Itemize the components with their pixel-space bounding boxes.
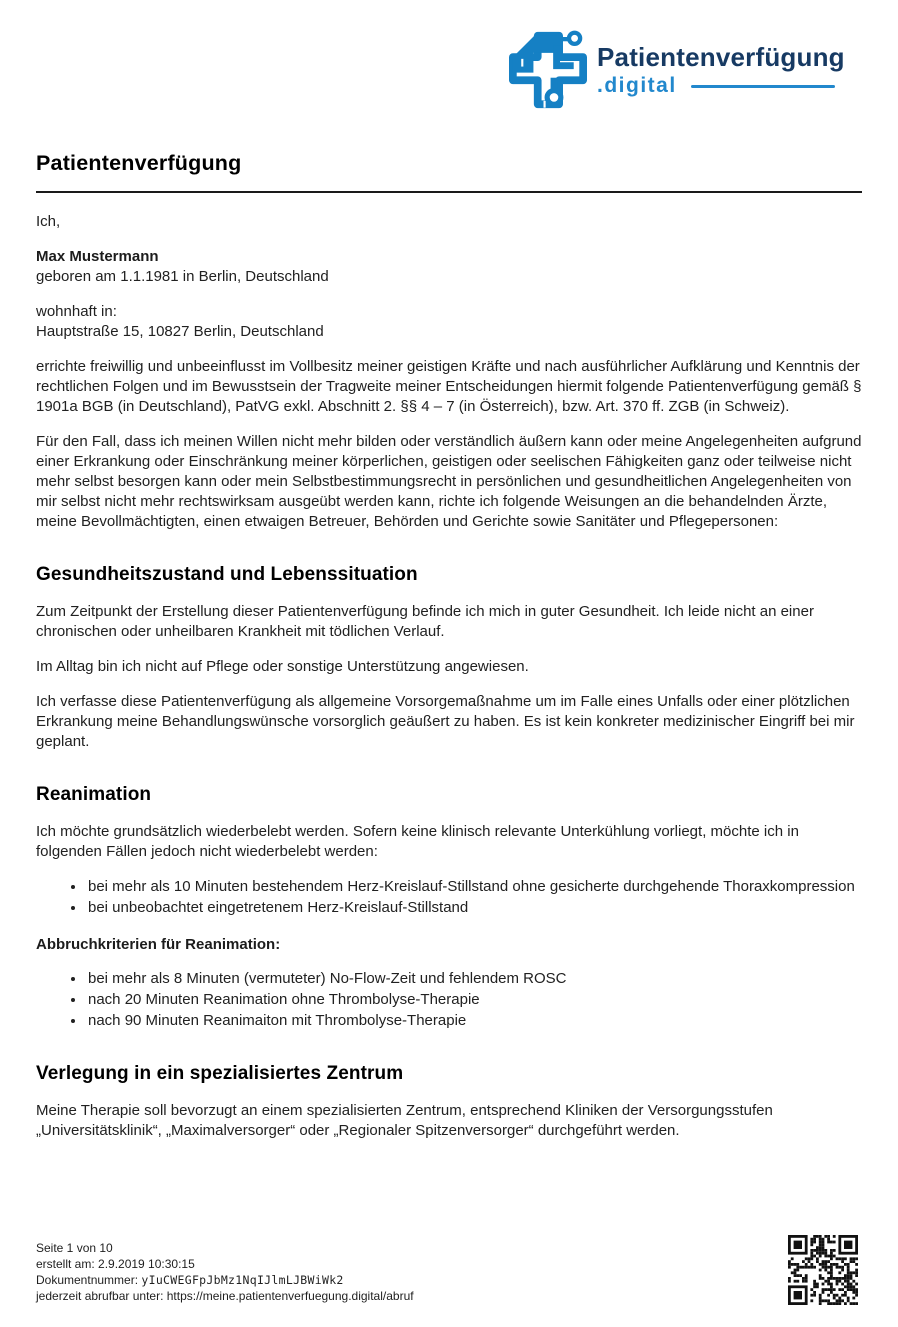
- declaration-paragraph: errichte freiwillig und unbeeinflusst im Vollbesitz meiner geistigen Kräfte und nach ausführlicher Aufklärung und Kenntnis der rechtlichen Folgen und im Bewusstsein der Tragweite meiner Entscheidungen hiermit folgende Patientenverfügung gemäß § 1901a BGB (in Deutschland), PatVG exkl. Abschnitt 2. §§ 4 – 7 (in Österreich), bzw. Art. 370 ff. ZGB (in Schweiz).: [36, 358, 862, 415]
- patient-address: Hauptstraße 15, 10827 Berlin, Deutschland: [36, 323, 324, 340]
- intro-salutation: Ich,: [36, 213, 61, 230]
- qr-code: [788, 1235, 858, 1305]
- paragraph: Meine Therapie soll bevorzugt an einem spezialisierten Zentrum, entsprechend Kliniken der Versorgungsstufen „Universitätsklinik“, „Maximalversorger“ oder „Regionaler Spitzenversorger“ durchgeführt werden.: [36, 1102, 773, 1139]
- bullet-list: [36, 969, 862, 1031]
- list-item: • nach 20 Minuten Reanimation ohne Thrombolyse-Therapie: [86, 990, 862, 1010]
- residence-label: wohnhaft in:: [36, 303, 117, 320]
- section-heading-reanimation: Reanimation: [36, 784, 152, 805]
- paragraph: Zum Zeitpunkt der Erstellung dieser Patientenverfügung befinde ich mich in guter Gesundheit. Ich leide nicht an einer chronischen oder unheilbaren Krankheit mit tödlichen Verlauf.: [36, 603, 814, 640]
- bullet-list: [36, 877, 862, 918]
- scope-paragraph: Für den Fall, dass ich meinen Willen nicht mehr bilden oder verständlich äußern kann oder meine Angelegenheiten aufgrund einer Erkrankung oder Einschränkung meiner körperlichen, geistigen oder seelischen Fähigkeiten ganz oder teilweise nicht mehr selbst besorgen kann oder mein Selbstbestimmungsrecht in persönlichen und gesundheitlichen Angelegenheiten von mir selbst nicht mehr rechtswirksam ausgeübt werden kann, richte ich folgende Weisungen an die behandelnden Ärzte, meine Bevollmächtigten, einen etwaigen Betreuer, Behörden und Gerichte sowie Sanitäter und Pflegepersonen:: [36, 433, 862, 530]
- list-item: • bei mehr als 8 Minuten (vermuteter) No-Flow-Zeit und fehlendem ROSC: [86, 969, 862, 989]
- retrieval-url: jederzeit abrufbar unter: https://meine.patientenverfuegung.digital/abruf: [36, 1289, 414, 1303]
- paragraph: Im Alltag bin ich nicht auf Pflege oder sonstige Unterstützung angewiesen.: [36, 658, 529, 675]
- patient-identity: [36, 247, 862, 287]
- paragraph: Ich möchte grundsätzlich wiederbelebt werden. Sofern keine klinisch relevante Unterkühlung vorliegt, möchte ich in folgenden Fällen jedoch nicht wiederbelebt werden:: [36, 823, 799, 860]
- patient-name: Max Mustermann: [36, 248, 159, 265]
- section-heading-gesundheitszustand: Gesundheitszustand und Lebenssituation: [36, 564, 418, 585]
- footer: [36, 1240, 414, 1304]
- patient-birth: geboren am 1.1.1981 in Berlin, Deutschland: [36, 268, 329, 285]
- title-divider: [36, 191, 862, 193]
- created-at: erstellt am: 2.9.2019 10:30:15: [36, 1257, 195, 1271]
- subheading-abbruchkriterien: Abbruchkriterien für Reanimation:: [36, 936, 281, 953]
- list-item: • bei unbeobachtet eingetretenem Herz-Kreislauf-Stillstand: [86, 898, 862, 918]
- list-item: • bei mehr als 10 Minuten bestehendem Herz-Kreislauf-Stillstand ohne gesicherte durchgehende Thoraxkompression: [86, 877, 862, 897]
- brand-name: Patientenverfügung: [597, 42, 845, 72]
- paragraph: Ich verfasse diese Patientenverfügung als allgemeine Vorsorgemaßnahme um im Falle eines Unfalls oder einer plötzlichen Erkrankung meine Behandlungswünsche vorsorglich geäußert zu haben. Es ist kein konkreter medizinischer Eingriff bei mir geplant.: [36, 693, 855, 750]
- list-item: • nach 90 Minuten Reanimaiton mit Thrombolyse-Therapie: [86, 1011, 862, 1031]
- section-heading-verlegung: Verlegung in ein spezialisiertes Zentrum: [36, 1063, 404, 1084]
- patient-residence: [36, 302, 862, 342]
- page-title: Patientenverfügung: [36, 151, 242, 175]
- brand-tld: .digital: [597, 74, 677, 97]
- document-number: Dokumentnummer: yIuCWEGFpJbMz1NqIJlmLJBWiWk2: [36, 1273, 344, 1287]
- document-content: [36, 0, 862, 1156]
- document-number-value: yIuCWEGFpJbMz1NqIJlmLJBWiWk2: [141, 1273, 344, 1287]
- page-number: Seite 1 von 10: [36, 1241, 113, 1255]
